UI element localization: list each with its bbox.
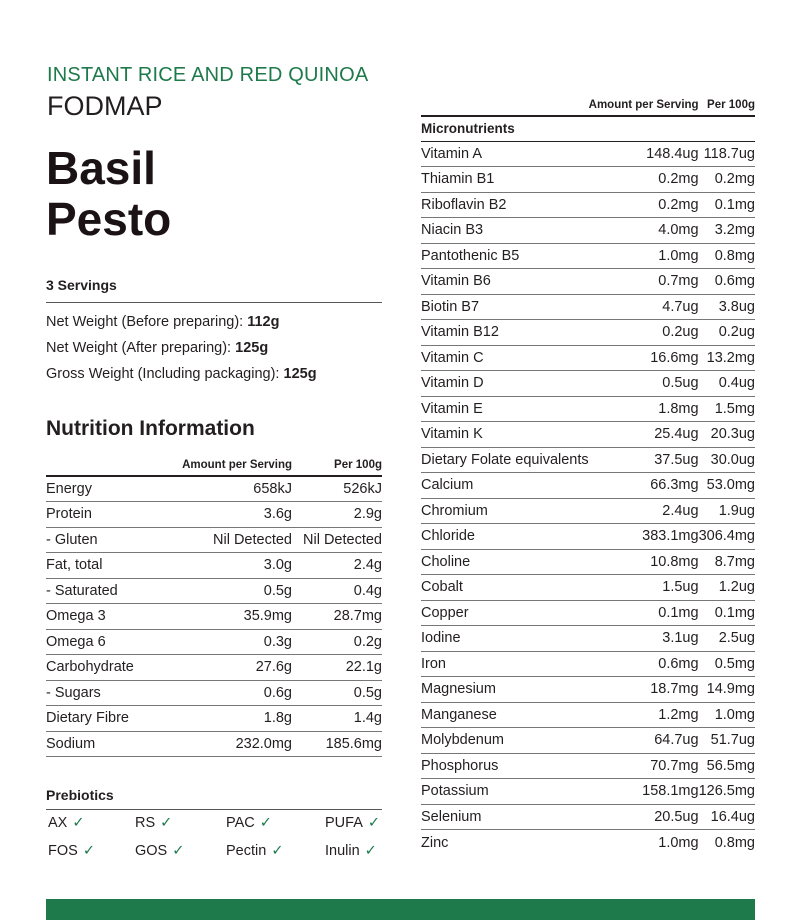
nutrient-row xyxy=(46,553,382,579)
nutrient-name: Dietary Fibre xyxy=(46,710,129,727)
nutrient-name: Carbohydrate xyxy=(46,659,134,676)
check-icon: ✓ xyxy=(367,815,381,831)
nutrient-name: Zinc xyxy=(421,834,449,851)
amount-per-serving: 3.0g xyxy=(263,557,292,574)
nutrient-row xyxy=(46,731,382,757)
product-name xyxy=(46,143,171,245)
product-category: FODMAP xyxy=(47,91,163,121)
amount-per-100g: 53.0mg xyxy=(706,477,755,494)
nutrient-name: Chromium xyxy=(421,502,488,519)
prebiotic-label: Inulin xyxy=(325,843,360,859)
nutrient-name: Choline xyxy=(421,553,471,570)
nutrient-row xyxy=(421,549,755,575)
amount-per-100g: 306.4mg xyxy=(698,528,755,545)
nutrient-name: Niacin B3 xyxy=(421,222,484,239)
amount-per-100g: 0.1mg xyxy=(714,604,755,621)
nutrient-row xyxy=(421,320,755,346)
prebiotic-label: PAC xyxy=(226,815,255,831)
amount-per-serving: 18.7mg xyxy=(650,681,699,698)
weight-value: 125g xyxy=(283,366,317,382)
amount-per-100g: 8.7mg xyxy=(714,553,755,570)
amount-per-serving: 37.5ug xyxy=(654,451,699,468)
product-name-line1: Basil xyxy=(46,142,156,194)
amount-per-100g: 16.4ug xyxy=(710,808,755,825)
amount-per-serving: 10.8mg xyxy=(650,553,699,570)
amount-per-100g: 0.6mg xyxy=(714,273,755,290)
amount-per-serving: 3.1ug xyxy=(662,630,699,647)
amount-per-100g: 51.7ug xyxy=(710,732,755,749)
nutrient-name: Energy xyxy=(46,481,92,497)
prebiotic-label: GOS xyxy=(135,843,168,859)
nutrient-row xyxy=(421,243,755,269)
nutrient-row xyxy=(421,294,755,320)
nutrient-row xyxy=(421,422,755,448)
amount-per-serving: 0.6g xyxy=(263,684,292,701)
micronutrients-table xyxy=(421,92,755,855)
amount-per-serving: 1.8mg xyxy=(658,400,699,417)
amount-per-100g: 0.1mg xyxy=(714,196,755,213)
product-name-line2: Pesto xyxy=(46,193,172,245)
prebiotic-item xyxy=(48,843,95,859)
weight-row xyxy=(46,364,317,390)
prebiotic-label: AX xyxy=(48,815,68,831)
amount-per-serving: 66.3mg xyxy=(650,477,699,494)
amount-per-serving: 27.6g xyxy=(255,659,292,676)
nutrient-name: Pantothenic B5 xyxy=(421,247,520,264)
amount-per-serving: 158.1mg xyxy=(642,783,699,800)
amount-per-100g: 22.1g xyxy=(345,659,382,676)
amount-per-100g: 0.8mg xyxy=(714,834,755,851)
amount-per-100g: 126.5mg xyxy=(698,783,755,800)
nutrient-row xyxy=(421,141,755,167)
amount-per-serving: 0.2mg xyxy=(658,196,699,213)
nutrient-row xyxy=(421,345,755,371)
prebiotic-item xyxy=(325,815,380,831)
nutrient-row xyxy=(46,476,382,502)
amount-per-serving: Nil Detected xyxy=(213,531,292,548)
nutrient-name: Dietary Folate equivalents xyxy=(421,451,589,468)
amount-per-100g: 0.5mg xyxy=(714,655,755,672)
nutrient-name: Selenium xyxy=(421,808,482,825)
amount-per-100g: 1.5mg xyxy=(714,400,755,417)
nutrient-row xyxy=(421,524,755,550)
nutrient-name: Manganese xyxy=(421,706,497,723)
weight-value: 112g xyxy=(247,314,280,330)
prebiotic-item xyxy=(226,843,283,859)
nutrient-col-header xyxy=(421,92,589,116)
amount-per-100g: 56.5mg xyxy=(706,757,755,774)
prebiotic-label: RS xyxy=(135,815,156,831)
amount-per-100g: 0.4g xyxy=(353,582,382,599)
nutrient-name: - Saturated xyxy=(46,582,118,599)
amount-per-100g: 0.5g xyxy=(353,684,382,701)
amount-per-serving: 20.5ug xyxy=(654,808,699,825)
check-icon: ✓ xyxy=(72,815,85,831)
weight-row xyxy=(46,338,317,364)
amount-per-100g: 2.4g xyxy=(353,557,382,574)
per100-col-header: Per 100g xyxy=(707,99,755,111)
product-subtitle: INSTANT RICE AND RED QUINOA xyxy=(47,64,369,86)
nutrient-name: Vitamin C xyxy=(421,349,484,366)
amount-per-100g: 0.2g xyxy=(353,633,382,650)
check-icon: ✓ xyxy=(259,815,272,831)
per100-col-header: Per 100g xyxy=(334,459,382,471)
nutrient-name: Chloride xyxy=(421,528,475,545)
nutrient-name: Copper xyxy=(421,604,469,621)
nutrient-name: Potassium xyxy=(421,783,489,800)
nutrient-row xyxy=(46,706,382,732)
servings-count: 3 Servings xyxy=(46,277,117,293)
weight-label: Net Weight (After preparing): xyxy=(46,340,236,356)
amount-per-serving: 35.9mg xyxy=(243,608,292,625)
nutrient-name: - Gluten xyxy=(46,531,98,548)
nutrient-name: Iodine xyxy=(421,630,461,647)
micronutrients-header-row xyxy=(421,92,755,116)
nutrient-row xyxy=(421,371,755,397)
weights-list xyxy=(46,312,317,390)
nutrient-row xyxy=(421,218,755,244)
amount-per-100g: Nil Detected xyxy=(303,531,382,548)
nutrient-row xyxy=(421,447,755,473)
amount-per-100g: 0.2mg xyxy=(714,171,755,188)
amount-per-serving: 3.6g xyxy=(263,506,292,523)
weight-label: Gross Weight (Including packaging): xyxy=(46,366,284,382)
nutrient-name: Vitamin B6 xyxy=(421,273,491,290)
nutrient-row xyxy=(46,655,382,681)
nutrient-row xyxy=(421,804,755,830)
amount-per-serving: 0.5g xyxy=(263,582,292,599)
prebiotic-label: PUFA xyxy=(325,815,363,831)
check-icon: ✓ xyxy=(364,843,377,859)
prebiotic-item xyxy=(135,843,184,859)
amount-per-100g: 3.2mg xyxy=(714,222,755,239)
amount-per-serving: 25.4ug xyxy=(654,426,699,443)
amount-per-serving: 1.5ug xyxy=(662,579,699,596)
nutrient-name: Vitamin A xyxy=(421,145,482,162)
divider xyxy=(46,809,382,810)
amount-per-100g: 20.3ug xyxy=(710,426,755,443)
prebiotic-item xyxy=(48,815,85,831)
prebiotic-item xyxy=(135,815,172,831)
nutrient-row xyxy=(421,192,755,218)
nutrient-row xyxy=(421,753,755,779)
nutrient-name: Calcium xyxy=(421,477,474,494)
nutrient-row xyxy=(421,830,755,856)
nutrient-row xyxy=(46,578,382,604)
nutrient-row xyxy=(421,702,755,728)
nutrient-name: Vitamin E xyxy=(421,400,483,417)
amount-per-100g: 28.7mg xyxy=(333,608,382,625)
nutrient-row xyxy=(421,651,755,677)
amount-per-100g: 0.4ug xyxy=(718,375,755,392)
amount-per-serving: 1.2mg xyxy=(658,706,699,723)
nutrient-name: Vitamin K xyxy=(421,426,483,443)
section-label: Micronutrients xyxy=(421,121,515,137)
amount-per-serving: 70.7mg xyxy=(650,757,699,774)
weight-label: Net Weight (Before preparing): xyxy=(46,314,248,330)
amount-per-serving: 4.0mg xyxy=(658,222,699,239)
amount-per-100g: 118.7ug xyxy=(703,145,755,162)
prebiotic-label: Pectin xyxy=(226,843,267,859)
check-icon: ✓ xyxy=(172,843,185,859)
amount-per-serving: 2.4ug xyxy=(662,502,699,519)
weight-row xyxy=(46,312,317,338)
nutrient-name: Phosphorus xyxy=(421,757,499,774)
nutrient-name: Magnesium xyxy=(421,681,496,698)
check-icon: ✓ xyxy=(271,843,284,859)
amount-per-100g: 1.4g xyxy=(353,710,382,727)
amount-per-serving: 0.5ug xyxy=(662,375,699,392)
nutrient-name: Vitamin B12 xyxy=(421,324,499,341)
amount-per-serving: 0.2mg xyxy=(658,171,699,188)
nutrient-row xyxy=(421,626,755,652)
weight-value: 125g xyxy=(235,340,269,356)
amount-per-serving: 0.7mg xyxy=(658,273,699,290)
amount-per-serving: 64.7ug xyxy=(654,732,699,749)
nutrient-row xyxy=(421,498,755,524)
nutrient-row xyxy=(46,502,382,528)
amount-per-serving: 4.7ug xyxy=(662,298,699,315)
nutrient-name: Riboflavin B2 xyxy=(421,196,507,213)
amount-per-serving: 0.6mg xyxy=(658,655,699,672)
nutrient-row xyxy=(46,680,382,706)
nutrient-row xyxy=(421,396,755,422)
nutrient-row xyxy=(421,600,755,626)
amount-per-serving: 148.4ug xyxy=(646,145,699,162)
nutrient-row xyxy=(421,728,755,754)
nutrient-col-header xyxy=(46,453,176,476)
nutrition-header-row xyxy=(46,453,382,476)
amount-per-serving: 658kJ xyxy=(253,481,292,497)
prebiotic-label: FOS xyxy=(48,843,78,859)
nutrient-name: Omega 6 xyxy=(46,633,106,650)
amount-per-serving: 1.8g xyxy=(263,710,292,727)
nutrient-name: Molybdenum xyxy=(421,732,505,749)
nutrition-heading: Nutrition Information xyxy=(46,417,255,440)
nutrient-row xyxy=(46,604,382,630)
nutrient-name: Omega 3 xyxy=(46,608,106,625)
amount-per-serving: 0.3g xyxy=(263,633,292,650)
amount-per-100g: 0.8mg xyxy=(714,247,755,264)
amount-per-100g: 3.8ug xyxy=(718,298,755,315)
nutrient-name: Sodium xyxy=(46,735,96,752)
nutrient-name: Thiamin B1 xyxy=(421,171,495,188)
nutrient-row xyxy=(421,575,755,601)
amount-per-100g: 526kJ xyxy=(343,481,382,497)
amount-per-100g: 13.2mg xyxy=(706,349,755,366)
amount-per-serving: 383.1mg xyxy=(642,528,699,545)
nutrient-name: Iron xyxy=(421,655,446,672)
prebiotic-item xyxy=(325,843,377,859)
serving-col-header: Amount per Serving xyxy=(182,459,292,471)
amount-per-serving: 1.0mg xyxy=(658,834,699,851)
nutrient-row xyxy=(421,167,755,193)
amount-per-100g: 0.2ug xyxy=(718,324,755,341)
amount-per-100g: 1.2ug xyxy=(718,579,755,596)
nutrient-row xyxy=(421,473,755,499)
nutrition-table xyxy=(46,453,382,757)
divider xyxy=(46,302,382,303)
check-icon: ✓ xyxy=(160,815,173,831)
amount-per-100g: 185.6mg xyxy=(325,735,382,752)
amount-per-serving: 0.2ug xyxy=(662,324,699,341)
amount-per-100g: 1.0mg xyxy=(714,706,755,723)
nutrient-name: Biotin B7 xyxy=(421,298,480,315)
amount-per-100g: 14.9mg xyxy=(706,681,755,698)
prebiotics-heading: Prebiotics xyxy=(46,787,114,803)
amount-per-serving: 0.1mg xyxy=(658,604,699,621)
nutrient-row xyxy=(421,779,755,805)
amount-per-100g: 2.5ug xyxy=(718,630,755,647)
amount-per-serving: 16.6mg xyxy=(650,349,699,366)
nutrient-row xyxy=(46,527,382,553)
footer-bar xyxy=(46,899,755,920)
nutrient-name: Vitamin D xyxy=(421,375,484,392)
nutrient-name: Fat, total xyxy=(46,557,103,574)
amount-per-serving: 1.0mg xyxy=(658,247,699,264)
nutrient-row xyxy=(46,629,382,655)
nutrient-name: Cobalt xyxy=(421,579,463,596)
check-icon: ✓ xyxy=(82,843,95,859)
nutrient-name: - Sugars xyxy=(46,684,101,701)
amount-per-100g: 1.9ug xyxy=(718,502,755,519)
nutrient-row xyxy=(421,269,755,295)
nutrient-name: Protein xyxy=(46,506,92,523)
amount-per-serving: 232.0mg xyxy=(235,735,292,752)
nutrient-row xyxy=(421,677,755,703)
prebiotic-item xyxy=(226,815,272,831)
amount-per-100g: 2.9g xyxy=(353,506,382,523)
amount-per-100g: 30.0ug xyxy=(710,451,755,468)
serving-col-header: Amount per Serving xyxy=(588,99,699,111)
section-row xyxy=(421,116,755,141)
